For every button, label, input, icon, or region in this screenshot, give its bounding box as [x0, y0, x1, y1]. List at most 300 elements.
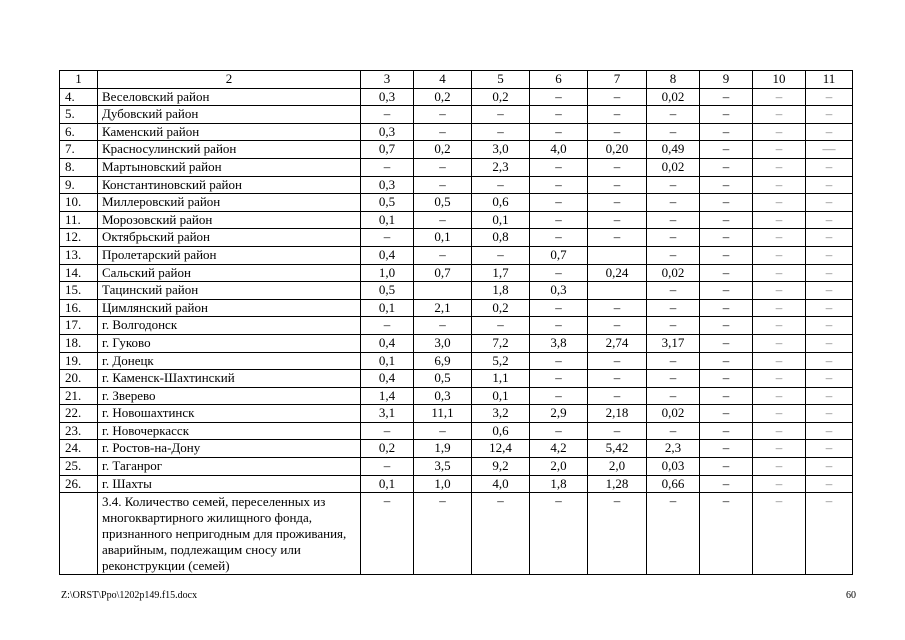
value-cell: – — [753, 123, 806, 141]
row-number: 14. — [60, 264, 98, 282]
value-cell: – — [700, 264, 753, 282]
row-number: 15. — [60, 282, 98, 300]
value-cell: 0,2 — [414, 88, 472, 106]
value-cell: – — [753, 352, 806, 370]
value-cell: 1,9 — [414, 440, 472, 458]
value-cell: – — [753, 299, 806, 317]
value-cell: – — [530, 317, 588, 335]
value-cell: – — [753, 422, 806, 440]
value-cell: 5,42 — [588, 440, 647, 458]
value-cell: – — [806, 475, 853, 493]
value-cell: – — [647, 387, 700, 405]
value-cell: – — [414, 246, 472, 264]
value-cell: – — [588, 106, 647, 124]
value-cell: 0,02 — [647, 405, 700, 423]
value-cell: – — [647, 317, 700, 335]
value-cell: 0,5 — [361, 194, 414, 212]
value-cell: 3,0 — [472, 141, 530, 159]
value-cell: – — [753, 176, 806, 194]
value-cell: 0,02 — [647, 264, 700, 282]
row-number: 11. — [60, 211, 98, 229]
value-cell: – — [700, 440, 753, 458]
value-cell: 0,6 — [472, 194, 530, 212]
value-cell: 6,9 — [414, 352, 472, 370]
header-cell: 11 — [806, 71, 853, 89]
value-cell: – — [753, 211, 806, 229]
value-cell: 0,24 — [588, 264, 647, 282]
value-cell: – — [753, 317, 806, 335]
value-cell: – — [588, 194, 647, 212]
value-cell: – — [806, 299, 853, 317]
value-cell: – — [806, 176, 853, 194]
value-cell: 3,17 — [647, 334, 700, 352]
value-cell: – — [647, 176, 700, 194]
value-cell: 0,3 — [361, 88, 414, 106]
row-number: 16. — [60, 299, 98, 317]
value-cell: – — [753, 158, 806, 176]
value-cell: – — [361, 317, 414, 335]
value-cell: 0,2 — [472, 299, 530, 317]
table-row — [60, 123, 853, 141]
value-cell: 0,20 — [588, 141, 647, 159]
value-cell: – — [806, 334, 853, 352]
value-cell: 0,3 — [361, 123, 414, 141]
value-cell: – — [753, 246, 806, 264]
data-table — [59, 70, 853, 575]
value-cell: – — [806, 493, 853, 575]
row-name: Дубовский район — [98, 106, 361, 124]
table-row — [60, 422, 853, 440]
table-row — [60, 317, 853, 335]
value-cell: – — [530, 194, 588, 212]
value-cell: 0,5 — [414, 194, 472, 212]
value-cell: 0,4 — [361, 334, 414, 352]
value-cell: – — [414, 493, 472, 575]
table-row — [60, 246, 853, 264]
value-cell: – — [588, 493, 647, 575]
row-name: г. Каменск-Шахтинский — [98, 370, 361, 388]
value-cell: – — [588, 317, 647, 335]
table-header-row — [60, 71, 853, 89]
value-cell: – — [806, 440, 853, 458]
row-number: 18. — [60, 334, 98, 352]
value-cell: – — [588, 422, 647, 440]
value-cell: – — [647, 246, 700, 264]
value-cell: – — [700, 88, 753, 106]
table-row — [60, 176, 853, 194]
value-cell: – — [414, 123, 472, 141]
value-cell: 0,3 — [361, 176, 414, 194]
value-cell: 0,4 — [361, 370, 414, 388]
value-cell: – — [806, 422, 853, 440]
value-cell: – — [806, 88, 853, 106]
table-row — [60, 282, 853, 300]
value-cell: – — [700, 246, 753, 264]
value-cell: – — [647, 211, 700, 229]
value-cell: 3,8 — [530, 334, 588, 352]
row-name: г. Гуково — [98, 334, 361, 352]
value-cell: – — [753, 229, 806, 247]
value-cell: – — [530, 387, 588, 405]
value-cell: – — [700, 194, 753, 212]
value-cell: – — [806, 387, 853, 405]
value-cell: – — [472, 123, 530, 141]
value-cell: – — [647, 422, 700, 440]
value-cell: 0,03 — [647, 458, 700, 476]
value-cell: – — [530, 352, 588, 370]
row-name: Сальский район — [98, 264, 361, 282]
row-number: 23. — [60, 422, 98, 440]
value-cell: – — [588, 387, 647, 405]
value-cell: 0,7 — [361, 141, 414, 159]
value-cell: – — [806, 405, 853, 423]
value-cell: – — [700, 106, 753, 124]
value-cell: 0,66 — [647, 475, 700, 493]
value-cell: – — [753, 88, 806, 106]
value-cell: – — [647, 299, 700, 317]
value-cell: – — [753, 264, 806, 282]
value-cell: – — [806, 211, 853, 229]
table-row — [60, 458, 853, 476]
row-number: 9. — [60, 176, 98, 194]
value-cell: – — [753, 458, 806, 476]
row-name: г. Таганрог — [98, 458, 361, 476]
value-cell: 0,49 — [647, 141, 700, 159]
value-cell: – — [530, 229, 588, 247]
value-cell: – — [753, 194, 806, 212]
row-number: 8. — [60, 158, 98, 176]
value-cell: – — [647, 370, 700, 388]
value-cell: – — [700, 422, 753, 440]
value-cell: 0,1 — [361, 475, 414, 493]
value-cell: – — [753, 334, 806, 352]
value-cell: – — [700, 299, 753, 317]
value-cell: – — [361, 106, 414, 124]
value-cell: – — [647, 352, 700, 370]
table-row — [60, 211, 853, 229]
value-cell: – — [806, 229, 853, 247]
value-cell: 2,3 — [472, 158, 530, 176]
value-cell: 0,1 — [361, 299, 414, 317]
value-cell: 0,5 — [361, 282, 414, 300]
row-number: 6. — [60, 123, 98, 141]
value-cell: – — [700, 458, 753, 476]
value-cell: – — [753, 405, 806, 423]
row-number: 25. — [60, 458, 98, 476]
value-cell: 0,1 — [361, 211, 414, 229]
value-cell: – — [753, 282, 806, 300]
footer-file-path: Z:\ORST\Ppo\1202p149.f15.docx — [61, 590, 198, 601]
value-cell: – — [588, 176, 647, 194]
value-cell: – — [700, 158, 753, 176]
value-cell: – — [588, 352, 647, 370]
value-cell: – — [647, 229, 700, 247]
value-cell: 0,2 — [472, 88, 530, 106]
value-cell: 1,4 — [361, 387, 414, 405]
value-cell: – — [700, 282, 753, 300]
header-cell: 1 — [60, 71, 98, 89]
value-cell: — — [806, 141, 853, 159]
value-cell: – — [414, 106, 472, 124]
value-cell: 0,3 — [414, 387, 472, 405]
value-cell: – — [361, 229, 414, 247]
value-cell: – — [806, 106, 853, 124]
value-cell: 0,6 — [472, 422, 530, 440]
row-number: 26. — [60, 475, 98, 493]
value-cell: – — [530, 264, 588, 282]
row-name: г. Шахты — [98, 475, 361, 493]
header-cell: 4 — [414, 71, 472, 89]
value-cell: 1,8 — [472, 282, 530, 300]
row-name: Мартыновский район — [98, 158, 361, 176]
value-cell: 2,9 — [530, 405, 588, 423]
value-cell: 1,1 — [472, 370, 530, 388]
table-row — [60, 475, 853, 493]
value-cell: 0,7 — [530, 246, 588, 264]
value-cell: – — [806, 282, 853, 300]
value-cell: – — [753, 141, 806, 159]
value-cell: – — [472, 493, 530, 575]
value-cell: – — [361, 422, 414, 440]
value-cell: – — [700, 493, 753, 575]
value-cell: 3,1 — [361, 405, 414, 423]
value-cell: 0,1 — [472, 387, 530, 405]
table-row — [60, 264, 853, 282]
value-cell: – — [753, 387, 806, 405]
value-cell: – — [588, 88, 647, 106]
value-cell: 3,5 — [414, 458, 472, 476]
row-number: 19. — [60, 352, 98, 370]
table-row — [60, 158, 853, 176]
value-cell: 4,2 — [530, 440, 588, 458]
value-cell: – — [588, 229, 647, 247]
value-cell: – — [588, 370, 647, 388]
row-number — [60, 493, 98, 575]
value-cell: – — [361, 493, 414, 575]
value-cell: – — [472, 106, 530, 124]
value-cell — [588, 282, 647, 300]
value-cell: 1,0 — [361, 264, 414, 282]
row-name: Пролетарский район — [98, 246, 361, 264]
value-cell: – — [530, 493, 588, 575]
header-cell: 10 — [753, 71, 806, 89]
row-name: г. Новочеркасск — [98, 422, 361, 440]
row-number: 13. — [60, 246, 98, 264]
header-cell: 3 — [361, 71, 414, 89]
value-cell: 5,2 — [472, 352, 530, 370]
value-cell: – — [647, 194, 700, 212]
value-cell: – — [700, 211, 753, 229]
value-cell: – — [414, 176, 472, 194]
value-cell: 0,02 — [647, 158, 700, 176]
value-cell: – — [700, 475, 753, 493]
row-number: 20. — [60, 370, 98, 388]
value-cell: – — [530, 88, 588, 106]
value-cell: – — [806, 352, 853, 370]
value-cell: – — [472, 317, 530, 335]
value-cell: – — [472, 176, 530, 194]
value-cell: – — [700, 352, 753, 370]
table-row — [60, 106, 853, 124]
value-cell: – — [753, 370, 806, 388]
value-cell: – — [530, 370, 588, 388]
row-name: Константиновский район — [98, 176, 361, 194]
table-row — [60, 352, 853, 370]
value-cell: 1,28 — [588, 475, 647, 493]
header-cell: 2 — [98, 71, 361, 89]
value-cell: 12,4 — [472, 440, 530, 458]
row-name: Красносулинский район — [98, 141, 361, 159]
value-cell: – — [647, 106, 700, 124]
value-cell: – — [647, 282, 700, 300]
value-cell: – — [700, 334, 753, 352]
value-cell: 2,0 — [588, 458, 647, 476]
value-cell: – — [361, 158, 414, 176]
value-cell: – — [806, 246, 853, 264]
value-cell: – — [647, 123, 700, 141]
value-cell: 2,1 — [414, 299, 472, 317]
value-cell: 0,4 — [361, 246, 414, 264]
value-cell: 1,0 — [414, 475, 472, 493]
row-name: г. Ростов-на-Дону — [98, 440, 361, 458]
value-cell: – — [414, 211, 472, 229]
header-cell: 7 — [588, 71, 647, 89]
row-name: г. Волгодонск — [98, 317, 361, 335]
table-row — [60, 141, 853, 159]
table-row — [60, 194, 853, 212]
row-name: Октябрьский район — [98, 229, 361, 247]
row-number: 4. — [60, 88, 98, 106]
row-name: Тацинский район — [98, 282, 361, 300]
value-cell: – — [753, 440, 806, 458]
value-cell: – — [806, 317, 853, 335]
value-cell: – — [806, 458, 853, 476]
value-cell: – — [588, 158, 647, 176]
value-cell: – — [806, 370, 853, 388]
value-cell: – — [700, 141, 753, 159]
value-cell: 1,8 — [530, 475, 588, 493]
value-cell: 2,3 — [647, 440, 700, 458]
table-row — [60, 334, 853, 352]
value-cell: 4,0 — [472, 475, 530, 493]
value-cell: – — [753, 475, 806, 493]
header-cell: 6 — [530, 71, 588, 89]
value-cell: – — [588, 299, 647, 317]
value-cell: – — [700, 405, 753, 423]
value-cell: 0,02 — [647, 88, 700, 106]
row-name: Миллеровский район — [98, 194, 361, 212]
value-cell: – — [530, 211, 588, 229]
value-cell: – — [530, 158, 588, 176]
row-name: Веселовский район — [98, 88, 361, 106]
value-cell: 1,7 — [472, 264, 530, 282]
value-cell: – — [530, 299, 588, 317]
row-name: Морозовский район — [98, 211, 361, 229]
value-cell: – — [806, 158, 853, 176]
value-cell: – — [530, 176, 588, 194]
value-cell: 2,74 — [588, 334, 647, 352]
value-cell: – — [530, 422, 588, 440]
row-name: Цимлянский район — [98, 299, 361, 317]
value-cell: 0,2 — [414, 141, 472, 159]
header-cell: 5 — [472, 71, 530, 89]
row-number: 17. — [60, 317, 98, 335]
row-number: 5. — [60, 106, 98, 124]
table-body — [60, 71, 853, 575]
row-name: г. Зверево — [98, 387, 361, 405]
row-name: г. Новошахтинск — [98, 405, 361, 423]
value-cell: – — [361, 458, 414, 476]
value-cell: 2,0 — [530, 458, 588, 476]
value-cell: 3,0 — [414, 334, 472, 352]
value-cell: – — [588, 211, 647, 229]
value-cell: – — [530, 123, 588, 141]
value-cell: 9,2 — [472, 458, 530, 476]
header-cell: 8 — [647, 71, 700, 89]
value-cell — [414, 282, 472, 300]
value-cell: – — [647, 493, 700, 575]
value-cell: – — [700, 176, 753, 194]
value-cell: – — [414, 422, 472, 440]
value-cell: – — [414, 317, 472, 335]
value-cell: – — [700, 370, 753, 388]
value-cell: – — [806, 264, 853, 282]
value-cell: – — [806, 123, 853, 141]
table-row — [60, 405, 853, 423]
row-number: 21. — [60, 387, 98, 405]
value-cell: – — [472, 246, 530, 264]
page-number: 60 — [846, 590, 856, 601]
value-cell: 11,1 — [414, 405, 472, 423]
table-row — [60, 370, 853, 388]
value-cell: 7,2 — [472, 334, 530, 352]
value-cell: 2,18 — [588, 405, 647, 423]
value-cell: 3,2 — [472, 405, 530, 423]
table-row — [60, 88, 853, 106]
value-cell: 0,1 — [414, 229, 472, 247]
row-number: 12. — [60, 229, 98, 247]
value-cell — [588, 246, 647, 264]
row-name: 3.4. Количество семей, переселенных из многоквартирного жилищного фонда, признанного непригодным для проживания, аварийным, подлежащим сносу или реконструкции (семей) — [98, 493, 361, 575]
value-cell: 0,1 — [361, 352, 414, 370]
header-cell: 9 — [700, 71, 753, 89]
table-row — [60, 440, 853, 458]
value-cell: – — [588, 123, 647, 141]
row-number: 24. — [60, 440, 98, 458]
row-number: 22. — [60, 405, 98, 423]
section-row — [60, 493, 853, 575]
table-row — [60, 229, 853, 247]
row-name: Каменский район — [98, 123, 361, 141]
row-name: г. Донецк — [98, 352, 361, 370]
row-number: 7. — [60, 141, 98, 159]
value-cell: – — [806, 194, 853, 212]
table-row — [60, 299, 853, 317]
table-row — [60, 387, 853, 405]
value-cell: – — [753, 493, 806, 575]
value-cell: – — [700, 317, 753, 335]
value-cell: 0,7 — [414, 264, 472, 282]
value-cell: – — [753, 106, 806, 124]
value-cell: 0,8 — [472, 229, 530, 247]
value-cell: 0,5 — [414, 370, 472, 388]
value-cell: – — [700, 387, 753, 405]
value-cell: – — [700, 123, 753, 141]
value-cell: 0,2 — [361, 440, 414, 458]
value-cell: 4,0 — [530, 141, 588, 159]
value-cell: 0,3 — [530, 282, 588, 300]
value-cell: – — [414, 158, 472, 176]
